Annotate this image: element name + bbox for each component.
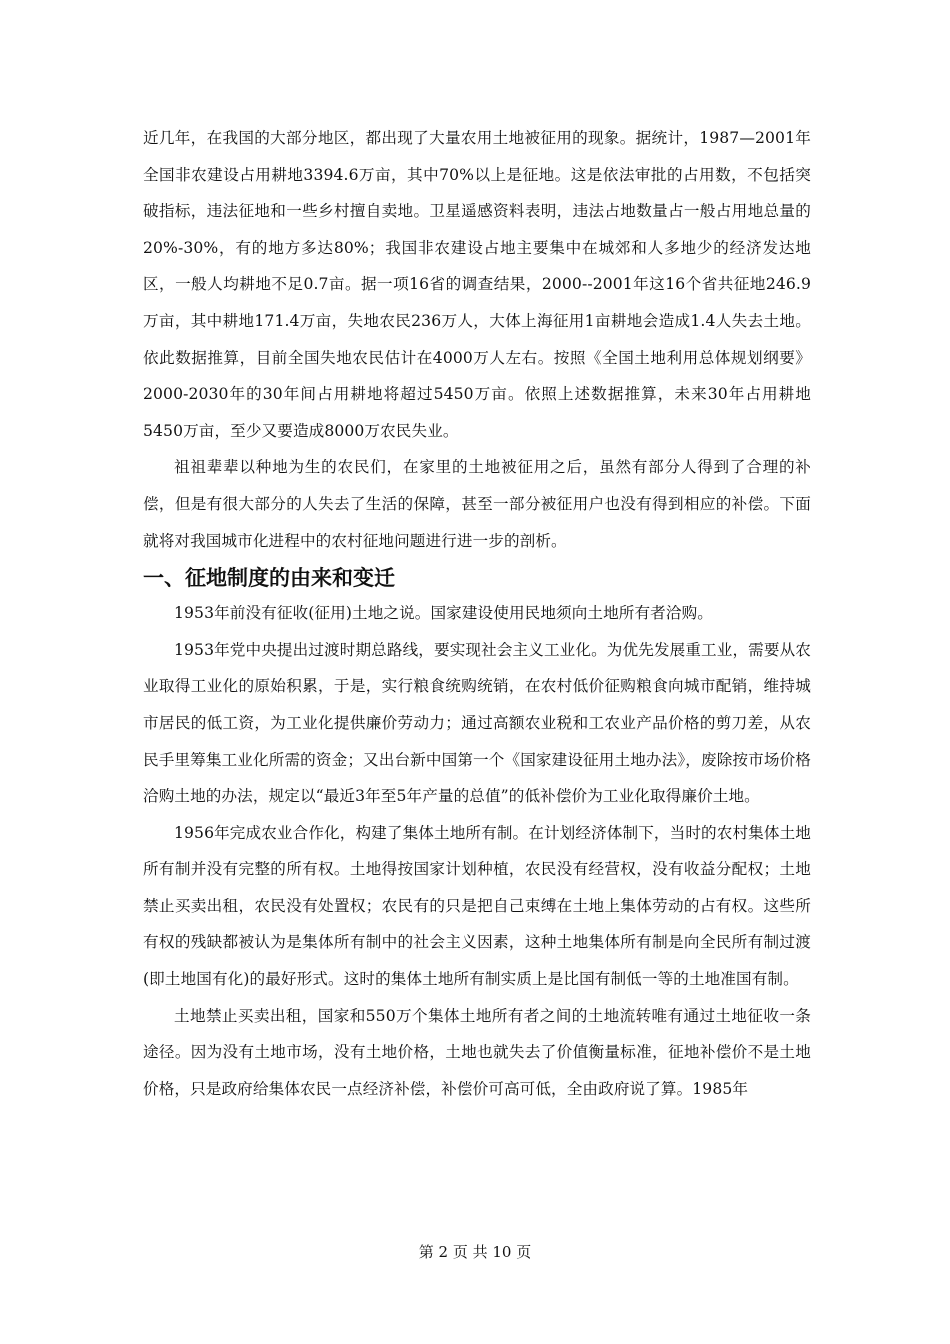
page-footer: 第 2 页 共 10 页 (418, 1243, 532, 1261)
paragraph-land-requisition-statistics: 近几年，在我国的大部分地区，都出现了大量农用土地被征用的现象。据统计，1987—2001年全国非农建设占用耕地3394.6万亩，其中70%以上是征地。这是依法审批的占用数，不包括突破指标，违法征地和一些乡村擅自卖地。卫星遥感资料表明，违法占地数量占一般占用地总量的20%-30%，有的地方多达80%；我国非农建设占地主要集中在城郊和人多地少的经济发达地区，一般人均耕地不足0.7亩。据一项16省的调查结果，2000--2001年这16个省共征地246.9万亩，其中耕地171.4万亩，失地农民236万人，大体上海征用1亩耕地会造成1.4人失去土地。依此数据推算，目前全国失地农民估计在4000万人左右。按照《全国土地利用总体规划纲要》2000-2030年的30年间占用耕地将超过5450万亩。依照上述数据推算，未来30年占用耕地5450万亩，至少又要造成8000万农民失业。 (143, 129, 811, 440)
paragraph-1956-collectivization: 1956年完成农业合作化，构建了集体土地所有制。在计划经济体制下，当时的农村集体土地所有制并没有完整的所有权。土地得按国家计划种植，农民没有经营权，没有收益分配权；土地禁止买卖出租，农民没有处置权；农民有的只是把自己束缚在土地上集体劳动的占有权。这些所有权的残缺都被认为是集体所有制中的社会主义因素，这种土地集体所有制是向全民所有制过渡(即土地国有化)的最好形式。这时的集体土地所有制实质上是比国有制低一等的土地准国有制。 (143, 823, 811, 989)
document-body (143, 120, 811, 1107)
paragraph-farmers-compensation: 祖祖辈辈以种地为生的农民们，在家里的土地被征用之后，虽然有部分人得到了合理的补偿，但是有很大部分的人失去了生活的保障，甚至一部分被征用户也没有得到相应的补偿。下面就将对我国城市化进程中的农村征地问题进行进一步的剖析。 (143, 458, 811, 550)
paragraph-land-transfer: 土地禁止买卖出租，国家和550万个集体土地所有者之间的土地流转唯有通过土地征收一条途径。因为没有土地市场，没有土地价格，土地也就失去了价值衡量标准，征地补偿价不是土地价格，只是政府给集体农民一点经济补偿，补偿价可高可低，全由政府说了算。1985年 (143, 1006, 811, 1098)
section-heading: 一、征地制度的由来和变迁 (143, 566, 395, 591)
paragraph-before-1953: 1953年前没有征收(征用)土地之说。国家建设使用民地须向土地所有者洽购。 (174, 604, 713, 623)
paragraph-1953-policy: 1953年党中央提出过渡时期总路线，要实现社会主义工业化。为优先发展重工业，需要从农业取得工业化的原始积累，于是，实行粮食统购统销，在农村低价征购粮食向城市配销，维持城市居民的低工资，为工业化提供廉价劳动力；通过高额农业税和工农业产品价格的剪刀差，从农民手里筹集工业化所需的资金；又出台新中国第一个《国家建设征用土地办法》，废除按市场价格洽购土地的办法，规定以“最近3年至5年产量的总值”的低补偿价为工业化取得廉价土地。 (143, 640, 811, 806)
